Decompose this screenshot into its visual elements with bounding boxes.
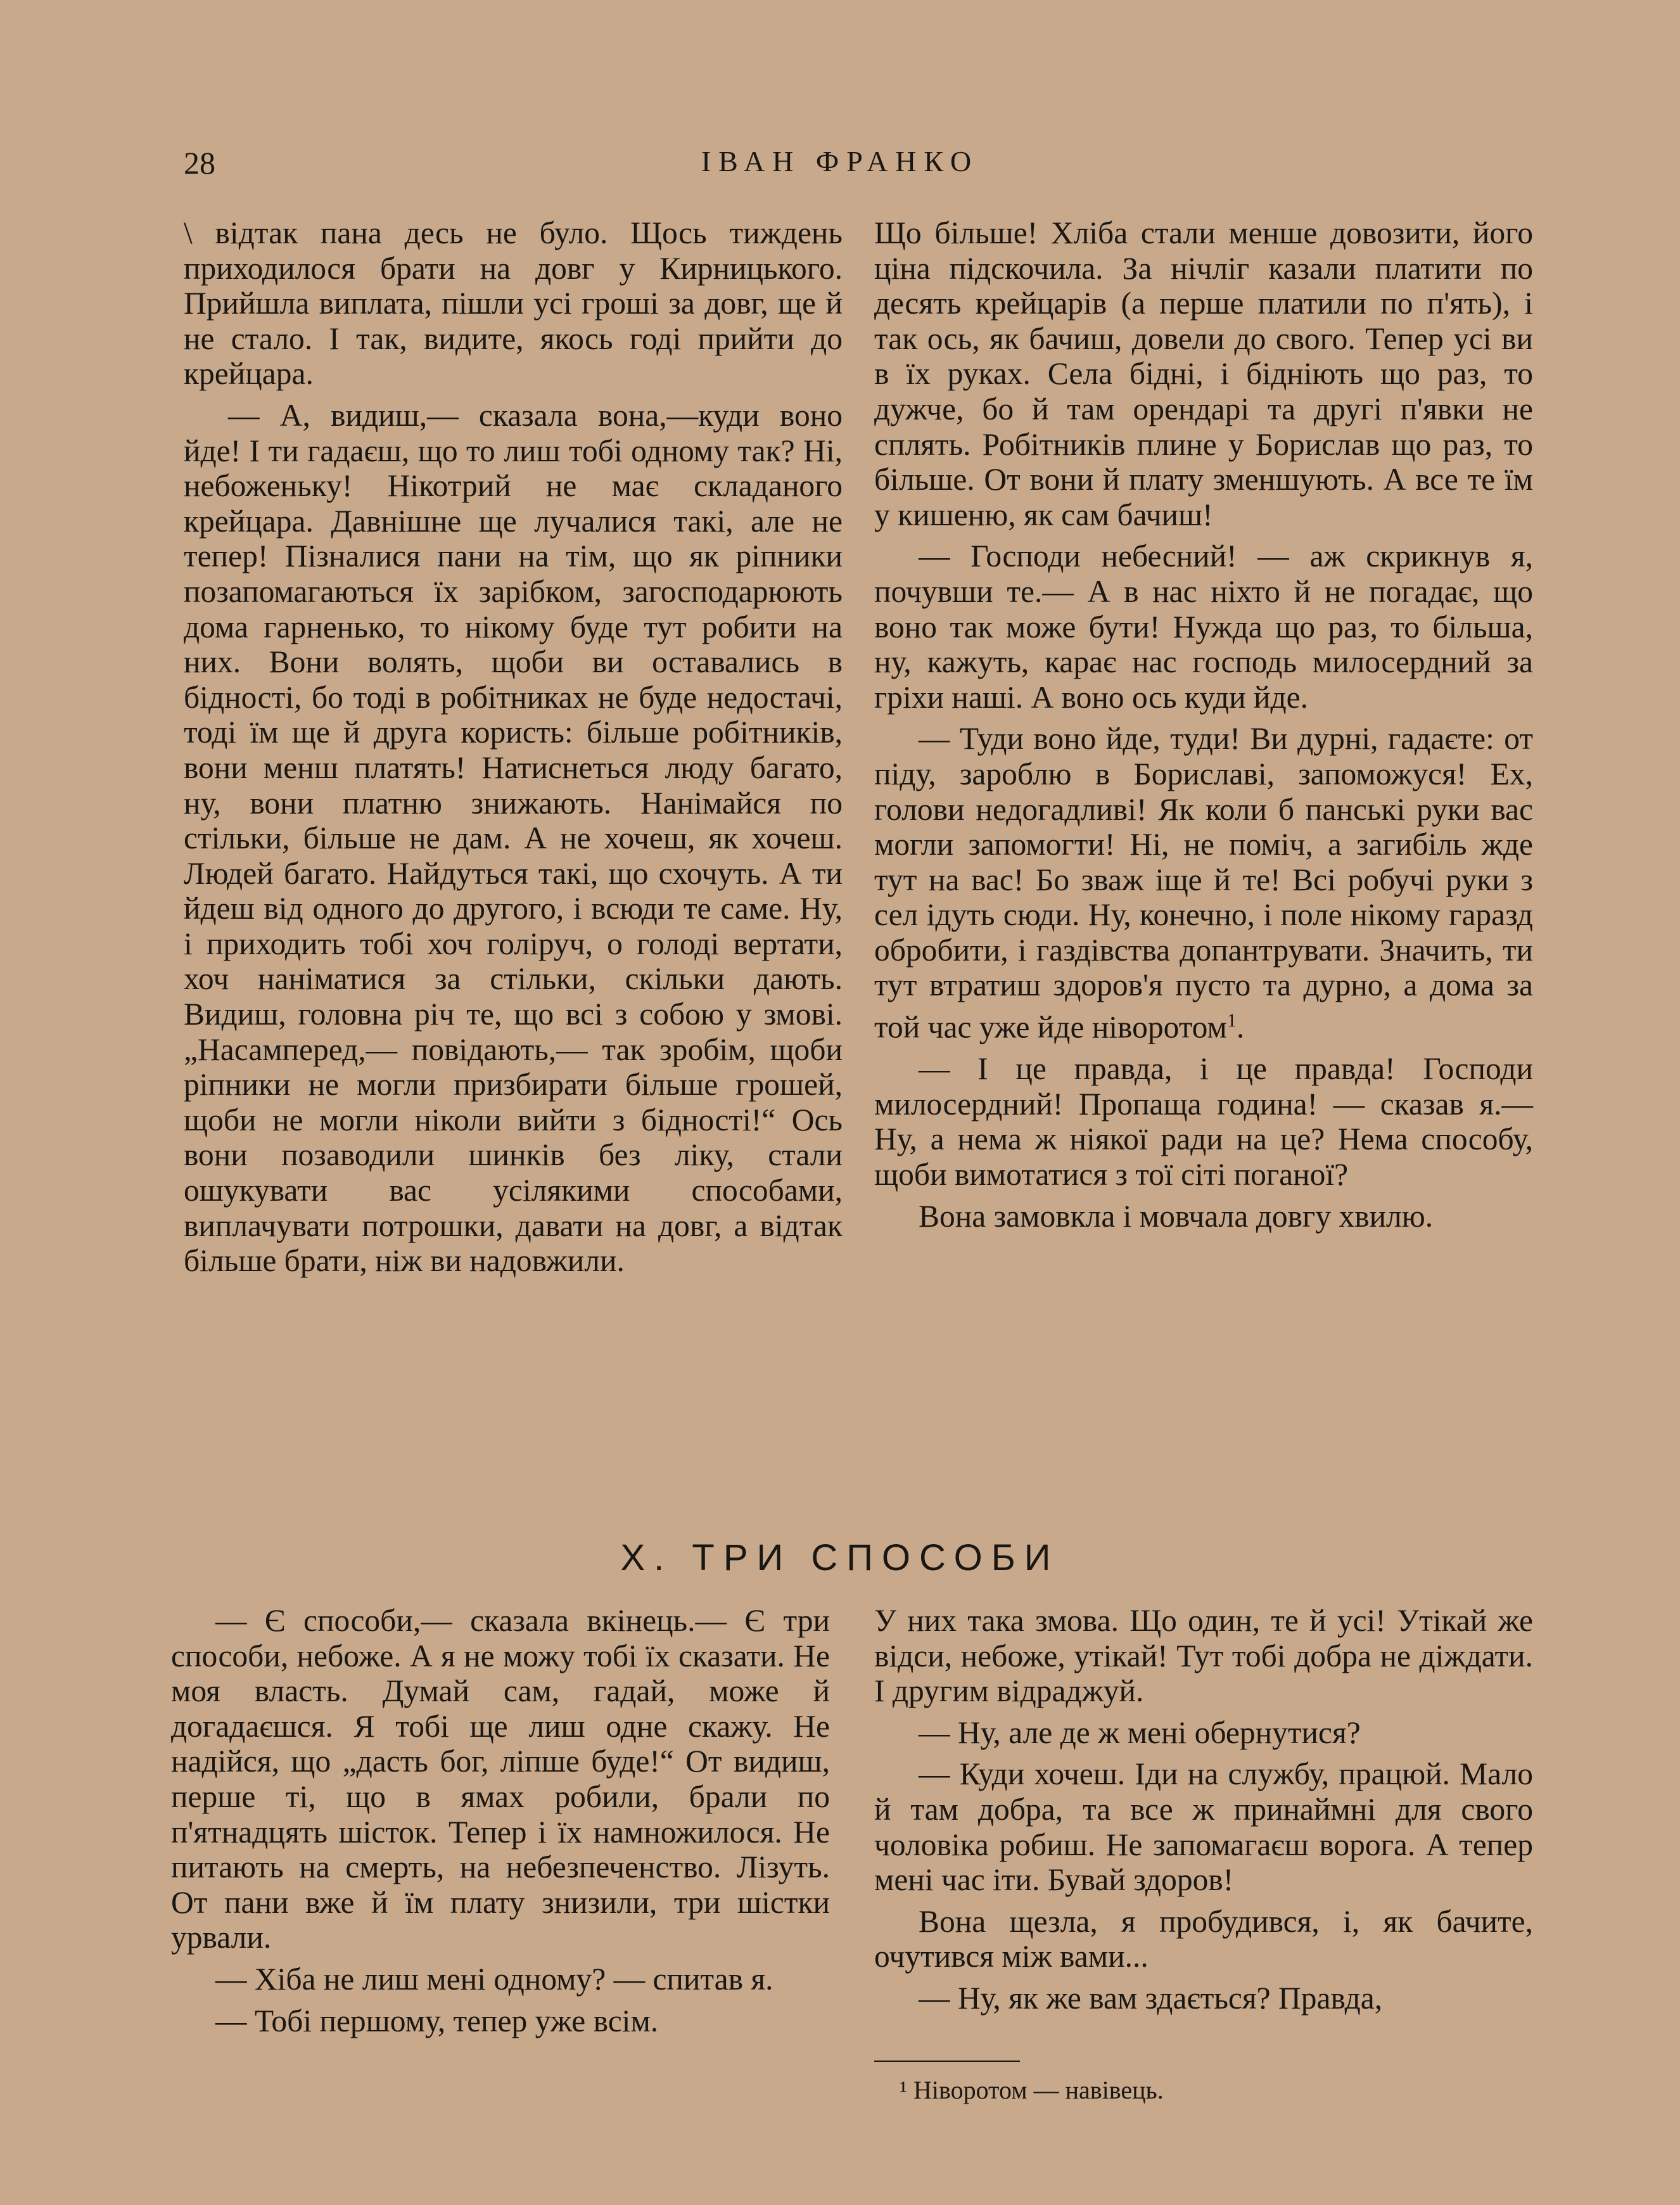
paragraph: — І це правда, і це правда! Господи милосердний! Пропаща година! — сказав я.— Ну, а нема ж ніякої ради на це? Нема способу, щоби вимотатися з тої сіті поганої? bbox=[874, 1051, 1533, 1192]
paragraph: — Хіба не лиш мені одному? — спитав я. bbox=[215, 1961, 773, 1997]
running-head bbox=[0, 144, 1680, 189]
paragraph-text: — Туди воно йде, туди! Ви дурні, гадаєте: от піду, зароблю в Бориславі, запоможуся! Ех, голови недогадливі! Як коли б панські руки вас могли запомогти! Ні, не поміч, а загибіль жде тут на вас! Бо зваж іще й те! Всі робучі руки з сел ідуть сюди. Ну, конечно, і поле нікому гаразд обробити, і газдівства допантрувати. Значить, ти тут втратиш здоров'я пусто та дурно, а дома за той час уже йде ніворотом bbox=[874, 721, 1533, 1045]
top-left-column bbox=[184, 215, 843, 1279]
paragraph: \ відтак пана десь не було. Щось тиждень приходилося брати на довг у Кирницького. Прийшла виплата, пішли усі гроші за довг, ще й не стало. І так, видите, якось годі прийти до крейцара. bbox=[184, 215, 843, 392]
paragraph: — Є способи,— сказала вкінець.— Є три способи, небоже. А я не можу тобі їх сказати. Не моя власть. Думай сам, гадай, може й догадаєшся. Я тобі ще лиш одне скажу. Не надійся, що „дасть бог, ліпше буде!“ От видиш, перше ті, що в ямах робили, брали по п'ятнадцять шісток. Тепер і їх намножилося. Не питають на смерть, на небезпеченство. Лізуть. От пани вже й їм плату знизили, три шістки урвали. bbox=[171, 1603, 830, 1955]
chapter-title: X. ТРИ СПОСОБИ bbox=[620, 1537, 1060, 1578]
paragraph: Що більше! Хліба стали менше довозити, його ціна підскочила. За нічліг казали платити по десять крейцарів (а перше платили по п'ять), і так ось, як бачиш, довели до свого. Тепер усі ви в їх руках. Села бідні, і бідніють що раз, то дужче, бо й там орендарі та другі п'явки не сплять. Робітників плине у Борислав що раз, то більше. От вони й плату зменшують. А все те їм у кишеню, як сам бачиш! bbox=[874, 215, 1533, 532]
paragraph: У них така змова. Що один, те й усі! Утікай же відси, небоже, утікай! Тут тобі добра не діждати. І другим відраджуй. bbox=[874, 1603, 1533, 1709]
paragraph-with-footnote: — Туди воно йде, туди! Ви дурні, гадаєте: от піду, зароблю в Бориславі, запоможуся! Ех, голови недогадливі! Як коли б панські руки вас могли запомогти! Ні, не поміч, а загибіль жде тут на вас! Бо зваж іще й те! Всі робучі руки з сел ідуть сюди. Ну, конечно, і поле нікому гаразд обробити, і газдівства допантрувати. Значить, ти тут втратиш здоров'я пусто та дурно, а дома за той час уже йде ніворотом$^1$. bbox=[874, 721, 1533, 1045]
footnote-marker: 1 bbox=[1226, 1010, 1237, 1032]
bottom-left-column bbox=[171, 1603, 830, 2038]
paragraph: — Ну, як же вам здається? Правда, bbox=[919, 1980, 1383, 2016]
paragraph: — А, видиш,— сказала вона,—куди воно йде! І ти гадаєш, що то лиш тобі одному так? Ні, небоженьку! Нікотрий не має складаного крейцара. Давнішне ще лучалися такі, але не тепер! Пізналися пани на тім, що як ріпники позапомагаються їх зарібком, загосподарюють дома гарненько, то нікому буде тут робити на них. Вони волять, щоби ви оставались в бідності, бо тоді в робітниках не буде недостачі, тоді їм ще й друга користь: більше робітників, вони менш платять! Натиснеться люду багато, ну, вони платню знижають. Нанімайся по стільки, більше не дам. А не хочеш, як хочеш. Людей багато. Найдуться такі, що схочуть. А ти йдеш від одного до другого, і всюди те саме. Ну, і приходить тобі хоч голіруч, о голоді вертати, хоч наніматися за стільки, скільки дають. Видиш, головна річ те, що всі з собою у змові. „Насамперед,— повідають,— так зробім, щоби ріпники не могли призбирати більше грошей, щоби не могли ніколи вийти з бідності!“ Ось вони позаводили шинків без ліку, стали ошукувати вас усілякими способами, виплачувати потрошки, давати на довг, а відтак більше брати, ніж ви надовжили. bbox=[184, 397, 843, 1279]
page-number: 28 bbox=[184, 145, 215, 181]
paragraph: Вона щезла, я пробудився, і, як бачите, очутився між вами... bbox=[874, 1903, 1533, 1974]
paragraph: — Господи небесний! — аж скрикнув я, почувши те.— А в нас ніхто й не погадає, що воно так може бути! Нужда що раз, то більша, ну, кажуть, карає нас господь милосердний за гріхи наші. А воно ось куди йде. bbox=[874, 539, 1533, 715]
paragraph: — Тобі першому, тепер уже всім. bbox=[215, 2003, 659, 2038]
running-title: ІВАН ФРАНКО bbox=[701, 145, 979, 177]
footnote: ¹ Ніворотом — навівець. bbox=[900, 2076, 1164, 2104]
paragraph: — Ну, але де ж мені обернутися? bbox=[919, 1715, 1361, 1750]
paragraph: Вона замовкла і мовчала довгу хвилю. bbox=[919, 1198, 1434, 1234]
top-right-column bbox=[874, 215, 1533, 1234]
paragraph: — Куди хочеш. Іди на службу, працюй. Мало й там добра, та все ж принаймні для свого чоловіка робиш. Не запомагаєш ворога. А тепер мені час іти. Бувай здоров! bbox=[874, 1756, 1533, 1898]
bottom-right-column bbox=[874, 1603, 1533, 2016]
footnote-divider bbox=[874, 2061, 1020, 2062]
